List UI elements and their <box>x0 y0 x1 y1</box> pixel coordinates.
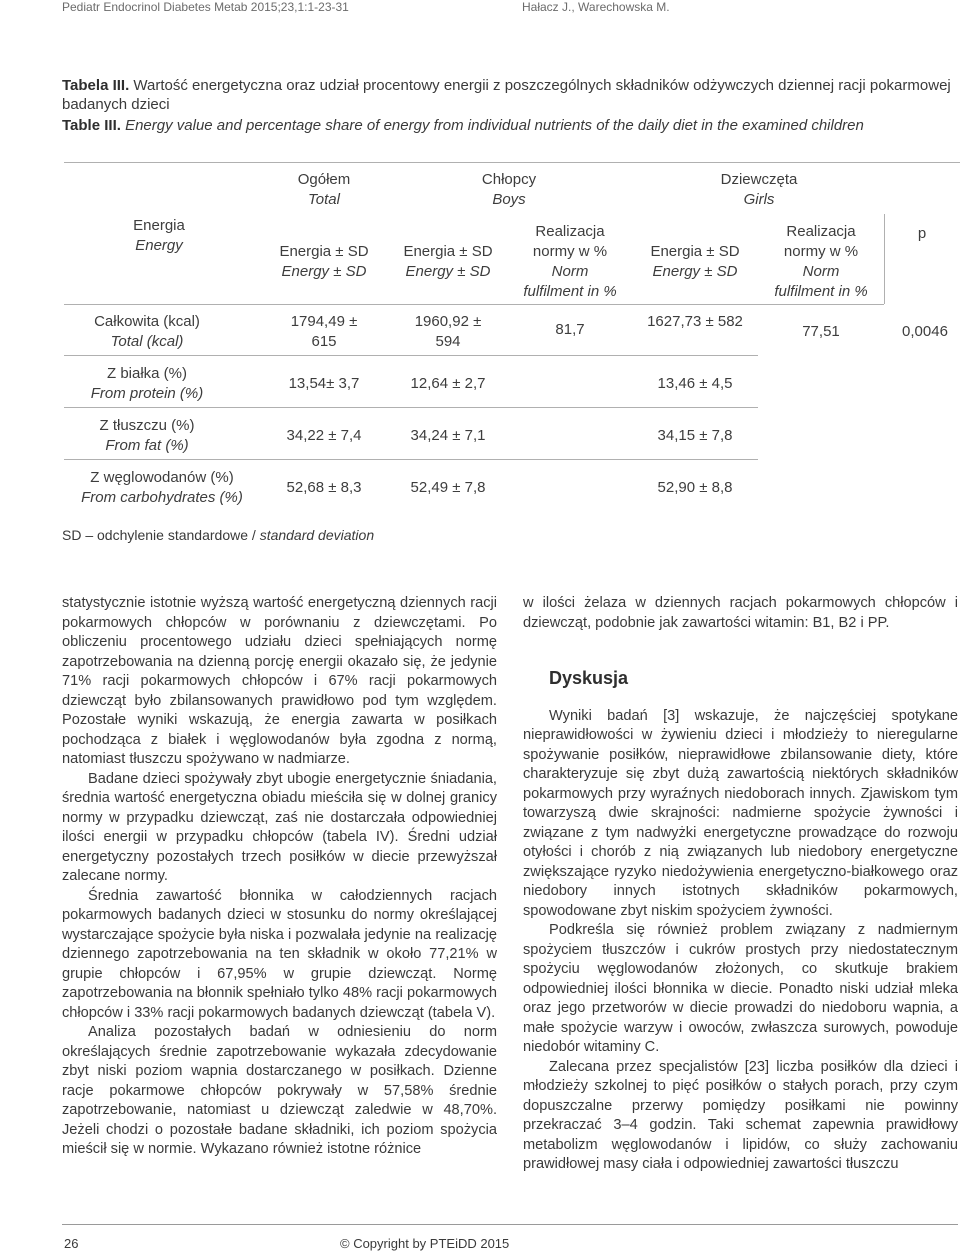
table-top-rule <box>64 162 960 163</box>
journal-citation: Pediatr Endocrinol Diabetes Metab 2015;23,1:1-23-31 <box>62 0 349 14</box>
header-chlopcy: Chłopcy Boys <box>481 171 537 208</box>
article-authors: Hałacz J., Warechowska M. <box>522 0 670 14</box>
row-protein-girls: 13,46 ± 4,5 <box>657 375 733 392</box>
section-heading: Dyskusja <box>549 668 629 688</box>
header-dziewczeta: Dziewczęta Girls <box>720 171 798 208</box>
right-paragraph-0: w ilości żelaza w dziennych racjach pokarmowych chłopców i dziewcząt, podobnie jak zawartości witamin: B1, B2 i PP. <box>523 595 958 631</box>
left-paragraph-2: Badane dzieci spożywały zbyt ubogie energetycznie śniadania, średnia wartość energetyczna obiadu mieściła się w dolnej granicy normy w przypadku dziewcząt, zaś nie dostarczała odpowiedniej ilości energii w przypadku chłopców (tabela IV). Średni udział energetyczny pozostałych trzech posiłków w diecie przewyższał zalecane normy. <box>62 770 497 884</box>
row-total-boys: 1960,92 ± 594 <box>414 313 482 350</box>
header-girls-sd: Energia ± SD Energy ± SD <box>650 243 740 280</box>
row-protein-ogolem: 13,54± 3,7 <box>288 375 360 392</box>
row-fat-girls: 34,15 ± 7,8 <box>657 427 733 444</box>
row-carbs-label: Z węglowodanów (%) From carbohydrates (%) <box>81 469 243 506</box>
row-rule-1 <box>64 355 758 356</box>
row-carbs-ogolem: 52,68 ± 8,3 <box>286 479 362 496</box>
row-total-label: Całkowita (kcal) Total (kcal) <box>94 313 200 350</box>
header-boys-norm: Realizacja normy w % Norm fulfilment in % <box>523 223 617 300</box>
p-column-rule <box>884 214 885 304</box>
row-rule-3 <box>64 459 758 460</box>
copyright: © Copyright by PTEiDD 2015 <box>340 1236 510 1251</box>
header-girls-norm: Realizacja normy w % Norm fulfilment in % <box>774 223 868 300</box>
table-title-pl: Wartość energetyczna oraz udział procentowy energii z poszczególnych składników odżywczych dziennej racji pokarmowej badanych dzieci <box>62 77 951 113</box>
row-total-p: 0,0046 <box>902 323 948 340</box>
footer-rule <box>62 1224 958 1225</box>
footnote-en: standard deviation <box>259 527 375 543</box>
table-label-en: Table III. <box>62 117 121 134</box>
running-head <box>0 0 960 14</box>
left-paragraph-4: Analiza pozostałych badań w odniesieniu do norm określających średnie zapotrzebowanie wykazała zdecydowanie zbyt niski poziom wapnia dostarczanego w posiłkach. Dzienne racje pokarmowe chłopców pokrywały w 57,58% średnie zapotrzebowanie, natomiast u dziewcząt zaledwie w 48,70%. Jeżeli chodzi o pozostałe badane składniki, ich poziom spożycia mieścił się w normie. Wykazano również istotne różnice <box>62 1024 497 1157</box>
left-paragraph-3: Średnia zawartość błonnika w całodziennych racjach pokarmowych badanych dzieci w stosunku do normy określającej wystarczające spożycie była niska i pozwalała jedynie na realizację dziennego zapotrzebowania na ten składnik w około 77,21% w grupie chłopców i 67,95% w grupie dziewcząt. Normę zapotrzebowania na błonnik spełniało tylko 48% racji pokarmowych chłopców i 33% racji pokarmowych badanych dziewcząt (tabela V). <box>62 887 497 1021</box>
header-ogolem: Ogółem Total <box>297 171 351 208</box>
row-protein-boys: 12,64 ± 2,7 <box>410 375 486 392</box>
header-energia: Energia Energy <box>133 217 185 254</box>
row-protein-label: Z białka (%) From protein (%) <box>90 365 204 402</box>
row-total-boys-norm: 81,7 <box>555 321 585 338</box>
header-p: p <box>917 225 927 242</box>
row-fat-label: Z tłuszczu (%) From fat (%) <box>99 417 195 454</box>
table-label-pl: Tabela III. <box>62 77 130 94</box>
right-paragraph-3: Zalecana przez specjalistów [23] liczba posiłków dla dzieci i młodzieży szkolnej to pięć posiłków o stałych porach, przy czym dopuszczalne przerwy pomiędzy posiłkami nie powinny przekraczać 3–4 godzin. Taki schemat zapewnia prawidłowy metabolizm węglowodanów i lipidów, co służy zachowaniu prawidłowej masy ciała i odpowiedniej zawartości tłuszczu <box>523 1058 958 1172</box>
energy-table <box>64 162 960 508</box>
table-caption-en <box>62 116 952 135</box>
table-title-en: Energy value and percentage share of energy from individual nutrients of the daily diet in the examined children <box>120 117 864 134</box>
left-column <box>62 594 497 1160</box>
header-total-sd: Energia ± SD Energy ± SD <box>279 243 369 280</box>
footnote-pl: SD – odchylenie standardowe / <box>62 527 260 543</box>
right-column <box>523 594 958 1175</box>
header-boys-sd: Energia ± SD Energy ± SD <box>403 243 493 280</box>
row-total-girls-norm: 77,51 <box>802 323 840 340</box>
row-total-girls: 1627,73 ± 582 <box>647 313 743 330</box>
row-carbs-girls: 52,90 ± 8,8 <box>657 479 733 496</box>
row-fat-ogolem: 34,22 ± 7,4 <box>286 427 362 444</box>
right-paragraph-1: Wyniki badań [3] wskazuje, że najczęściej spotykane nieprawidłowości w żywieniu dzieci i młodzieży to nieregularne spożywanie posiłków, nieprawidłowe zbilansowanie diety, które charakteryzuje się zbyt dużą zawartością niektórych składników pokarmowych przy wyraźnych niedoborach innych. Zjawiskom tym towarzyszą dwie skrajności: nadmierne spożycie żywności i związane z tym nadwyżki energetyczne prowadzące do rozwoju otyłości i chorób z nią związanych lub niedobory energetyczne zwiększające ryzyko niedożywienia energetyczno-białkowego oraz niedobory innych istotnych składników pokarmowych, spowodowane zbyt niskim spożyciem żywności. <box>523 707 958 919</box>
row-fat-boys: 34,24 ± 7,1 <box>410 427 486 444</box>
header-bottom-rule <box>64 304 884 305</box>
table-caption-pl <box>62 76 952 114</box>
left-paragraph-1: statystycznie istotnie wyższą wartość energetyczną dziennych racji pokarmowych chłopców w porównaniu z dziewczętami. Po obliczeniu procentowego udziału dzieci spełniających normę zapotrzebowania na dzienną porcję energii okazało się, że jedynie 71% racji pokarmowych chłopców i 67% racji pokarmowych dziewcząt było zbilansowanych prawidłowo pod tym względem. Pozostałe wyniki wskazują, że energia zawarta w posiłkach pochodząca z białek i węglowodanów była zgodna z normą, natomiast tłuszczu spożywano w nadmiarze. <box>62 595 497 767</box>
right-paragraph-2: Podkreśla się również problem związany z nadmiernym spożyciem tłuszczów i cukrów prostych przy niedostatecznym spożyciu węglowodanów złożonych, co skutkuje brakiem odpowiedniej ilości błonnika w diecie. Ponadto niski udział mleka oraz jego przetworów w diecie prowadzi do niedoboru wapnia, a małe spożycie warzyw i owoców, zwłaszcza surowych, powoduje niedobór witaminy C. <box>523 922 958 1055</box>
row-total-ogolem: 1794,49 ± 615 <box>290 313 358 350</box>
row-carbs-boys: 52,49 ± 7,8 <box>410 479 486 496</box>
table-footnote <box>62 527 374 543</box>
page-number: 26 <box>64 1236 79 1251</box>
row-rule-2 <box>64 407 758 408</box>
